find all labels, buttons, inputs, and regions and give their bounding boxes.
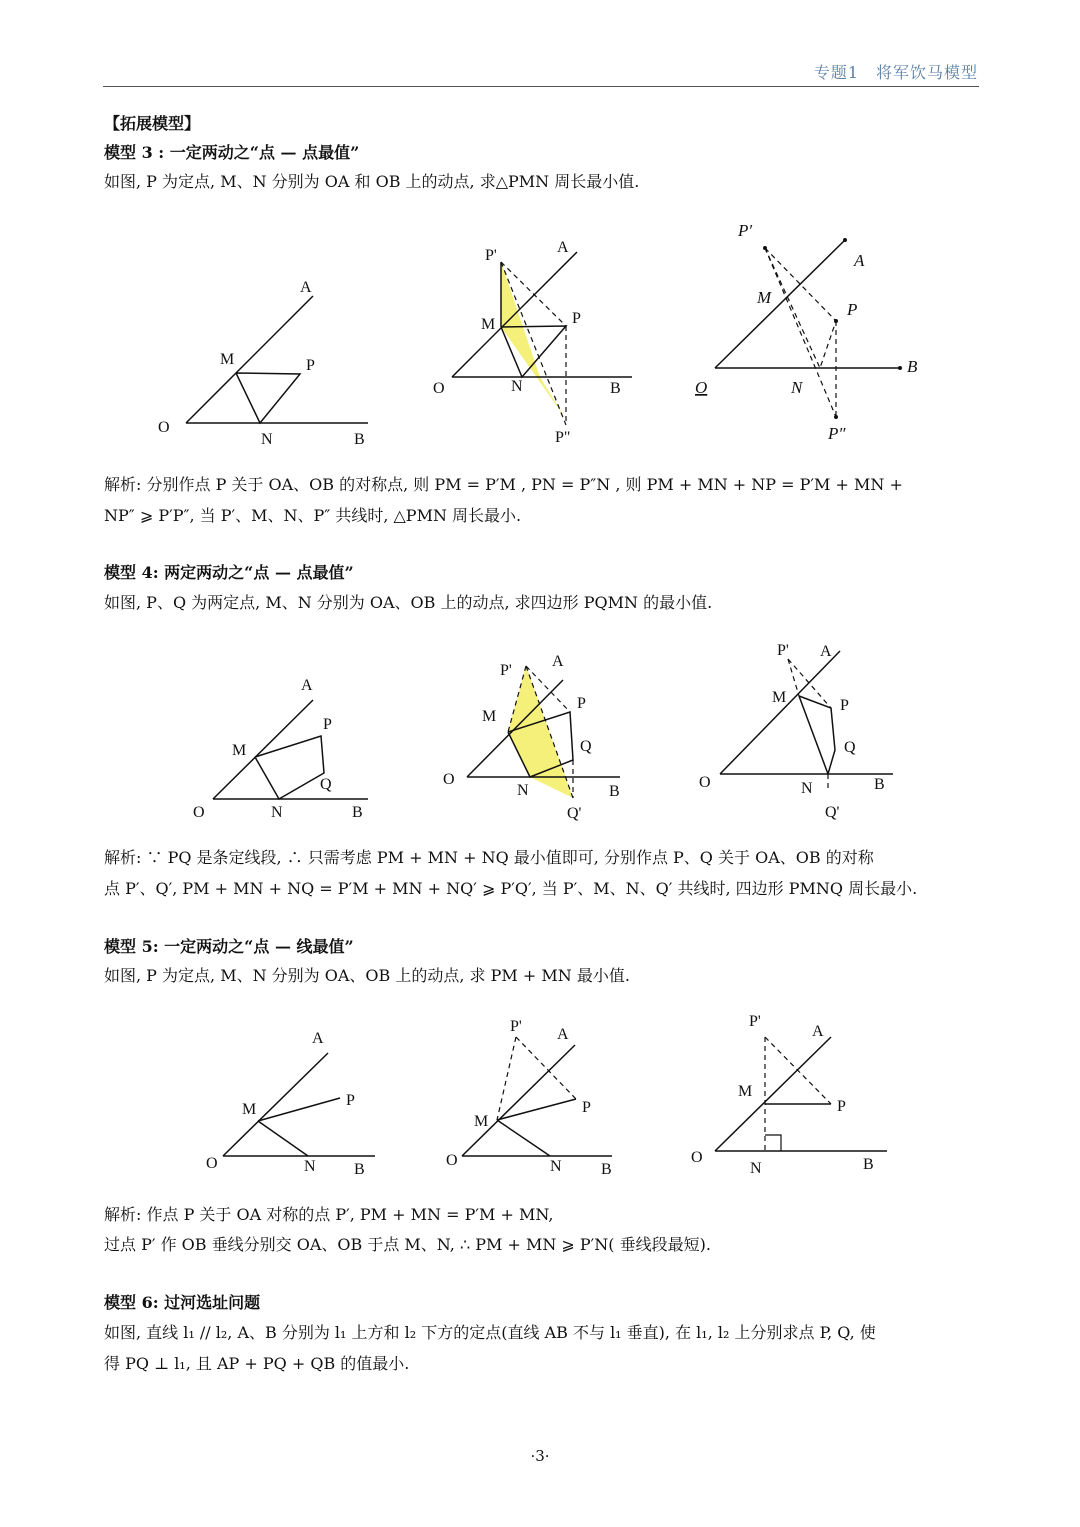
label-P: P <box>306 357 315 374</box>
label-O: O <box>691 1149 703 1166</box>
label-P1: P' <box>500 662 512 679</box>
label-P-prime: P′ <box>738 221 753 240</box>
model-5-analysis-line-1: 解析: 作点 P 关于 OA 对称的点 P′, PM + MN = P′M + MN, <box>104 1205 554 1224</box>
m4-figure-1 <box>185 670 385 825</box>
label-M: M <box>242 1101 257 1118</box>
m3-figure-2 <box>425 235 645 455</box>
model-6-title: 模型 6: 过河选址问题 <box>104 1293 261 1312</box>
header-rule <box>103 86 979 87</box>
label-O: O <box>158 419 170 436</box>
label-P-double-prime: P″ <box>828 424 846 443</box>
label-M: M <box>232 742 247 759</box>
label-Q1: Q' <box>567 805 582 822</box>
model-4-title: 模型 4: 两定两动之“点 — 点最值” <box>104 563 354 582</box>
label-P: P <box>837 1098 846 1115</box>
label-P1: P' <box>749 1013 761 1030</box>
m3-figure-1 <box>150 230 380 450</box>
m4-figure-2 <box>435 650 635 825</box>
model-3-description: 如图, P 为定点, M、N 分别为 OA 和 OB 上的动点, 求△PMN 周长最小值. <box>104 172 640 191</box>
label-A: A <box>854 251 865 270</box>
label-P: P <box>847 300 858 319</box>
label-P: P <box>582 1099 591 1116</box>
model-5-title: 模型 5: 一定两动之“点 — 线最值” <box>104 937 354 956</box>
label-O: O <box>433 380 445 397</box>
label-Q: Q <box>320 776 332 793</box>
label-A: A <box>552 653 564 670</box>
label-B: B <box>907 357 918 376</box>
label-B: B <box>863 1156 874 1173</box>
label-P: P <box>840 697 849 714</box>
model-6-description-line-1: 如图, 直线 l₁ // l₂, A、B 分别为 l₁ 上方和 l₂ 下方的定点(直线 AB 不与 l₁ 垂直), 在 l₁, l₂ 上分别求点 P, Q, 使 <box>104 1323 876 1342</box>
highlight-region <box>508 666 573 798</box>
label-O: O <box>443 771 455 788</box>
label-N: N <box>517 782 529 799</box>
label-N: N <box>511 378 523 395</box>
label-M: M <box>772 689 787 706</box>
label-O: O <box>206 1155 218 1172</box>
label-A: A <box>300 279 312 296</box>
label-O: O <box>695 378 708 397</box>
label-P1: P' <box>485 247 497 264</box>
model-3-analysis-line-1: 解析: 分别作点 P 关于 OA、OB 的对称点, 则 PM = P′M , PN = P″N , 则 PM + MN + NP = P′M + MN + <box>104 475 903 494</box>
highlight-region <box>501 262 566 419</box>
label-A: A <box>812 1023 824 1040</box>
label-P: P <box>572 310 581 327</box>
label-A: A <box>557 239 569 256</box>
label-M: M <box>474 1113 489 1130</box>
label-M: M <box>482 708 497 725</box>
label-Q: Q <box>844 739 856 756</box>
label-A: A <box>312 1030 324 1047</box>
label-O: O <box>446 1152 458 1169</box>
model-4-analysis-line-1: 解析: ∵ PQ 是条定线段, ∴ 只需考虑 PM + MN + NQ 最小值即可, 分别作点 P、Q 关于 OA、OB 的对称 <box>104 848 874 867</box>
label-B: B <box>352 804 363 821</box>
extension-heading: 【拓展模型】 <box>104 114 201 133</box>
label-P1: P' <box>777 642 789 659</box>
label-Q: Q <box>580 738 592 755</box>
label-N: N <box>801 780 813 797</box>
running-header: 专题1 将军饮马模型 <box>813 63 978 82</box>
label-P: P <box>577 695 586 712</box>
label-N: N <box>271 804 283 821</box>
label-B: B <box>874 776 885 793</box>
label-B: B <box>354 431 365 448</box>
label-N: N <box>550 1158 562 1175</box>
m3-figure-3 <box>690 220 930 450</box>
label-A: A <box>557 1026 569 1043</box>
model-3-title: 模型 3 : 一定两动之“点 — 点最值” <box>104 143 360 162</box>
label-A: A <box>820 643 832 660</box>
m4-figure-3 <box>695 635 905 825</box>
label-B: B <box>609 783 620 800</box>
label-M: M <box>738 1083 753 1100</box>
label-M: M <box>220 351 235 368</box>
label-O: O <box>193 804 205 821</box>
label-N: N <box>261 431 273 448</box>
page-number: ·3· <box>530 1447 550 1465</box>
label-P: P <box>323 716 332 733</box>
model-4-analysis-line-2: 点 P′、Q′, PM + MN + NQ = P′M + MN + NQ′ ⩾ P′Q′, 当 P′、M、N、Q′ 共线时, 四边形 PMNQ 周长最小. <box>104 879 918 898</box>
label-N: N <box>304 1158 316 1175</box>
label-P2: P" <box>555 429 571 446</box>
label-B: B <box>354 1161 365 1178</box>
model-6-description-line-2: 得 PQ ⊥ l₁, 且 AP + PQ + QB 的值最小. <box>104 1354 410 1373</box>
m5-figure-1 <box>200 1025 390 1180</box>
m5-figure-2 <box>440 1015 635 1180</box>
model-4-description: 如图, P、Q 为两定点, M、N 分别为 OA、OB 上的动点, 求四边形 PQMN 的最小值. <box>104 593 713 612</box>
model-3-analysis-line-2: NP″ ⩾ P′P″, 当 P′、M、N、P″ 共线时, △PMN 周长最小. <box>104 506 522 525</box>
label-P: P <box>346 1092 355 1109</box>
label-B: B <box>601 1161 612 1178</box>
m5-figure-3 <box>690 1010 900 1180</box>
label-O: O <box>699 774 711 791</box>
label-P1: P' <box>510 1018 522 1035</box>
label-A: A <box>301 677 313 694</box>
label-N: N <box>791 378 803 397</box>
model-5-description: 如图, P 为定点, M、N 分别为 OA、OB 上的动点, 求 PM + MN 最小值. <box>104 966 630 985</box>
label-Q1: Q' <box>825 804 840 821</box>
label-M: M <box>757 288 772 307</box>
model-5-analysis-line-2: 过点 P′ 作 OB 垂线分别交 OA、OB 于点 M、N, ∴ PM + MN ⩾ P′N( 垂线段最短). <box>104 1235 711 1254</box>
label-B: B <box>610 380 621 397</box>
label-M: M <box>481 316 496 333</box>
label-N: N <box>750 1160 762 1177</box>
